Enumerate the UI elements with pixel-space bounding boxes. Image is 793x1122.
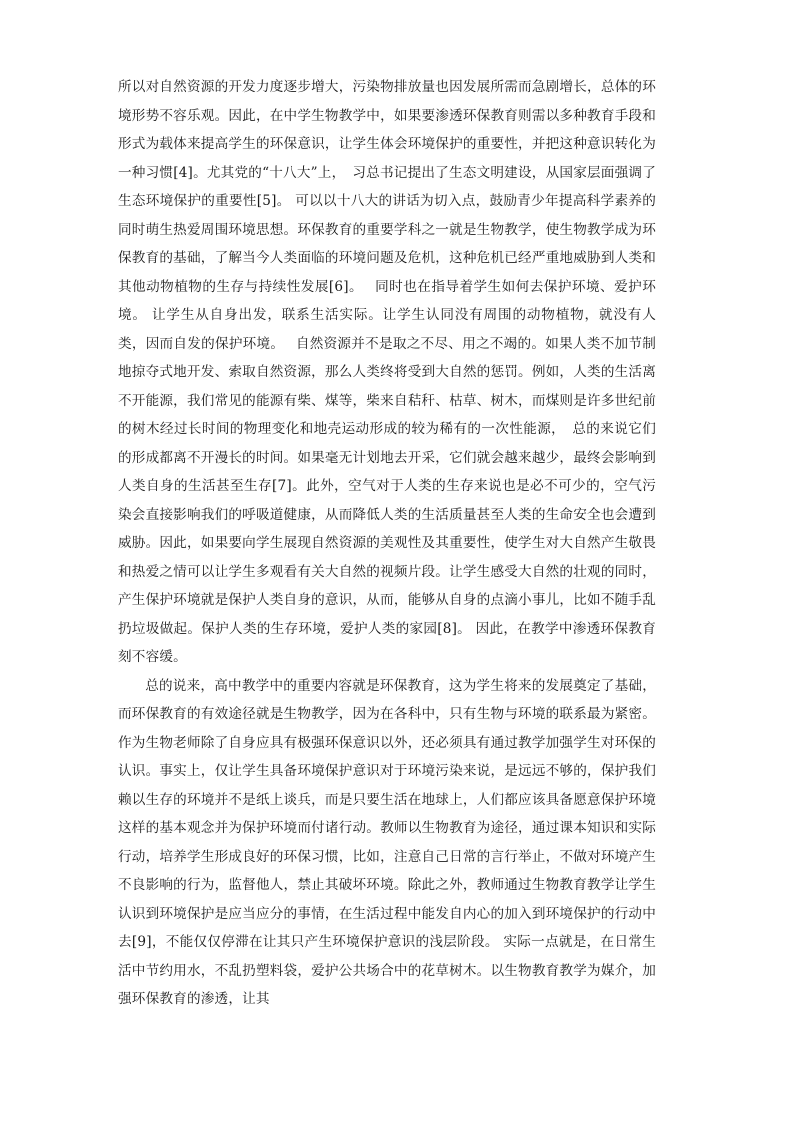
body-paragraph-2: 总的说来，高中教学中的重要内容就是环保教育，这为学生将来的发展奠定了基础，而环保教育的有效途径就是生物教学，因为在各科中，只有生物与环境的联系最为紧密。作为生物老师除了自身应具有极强环保意识以外，还必须具有通过教学加强学生对环保的认识。事实上，仅让学生具备环境保护意识对于环境污染来说，是远远不够的，保护我们赖以生存的环境并不是纸上谈兵，而是只要生活在地球上，人们都应该具备愿意保护环境这样的基本观念并为保护环境而付诸行动。教师以生物教育为途径，通过课本知识和实际行动，培养学生形成良好的环保习惯，比如，注意自己日常的言行举止，不做对环境产生不良影响的行为，监督他人，禁止其破坏环境。除此之外，教师通过生物教育教学让学生认识到环境保护是应当应分的事情，在生活过程中能发自内心的加入到环境保护的行动中去[9]，不能仅仅停滞在让其只产生环境保护意识的浅层阶段。 实际一点就是，在日常生活中节约用水，不乱扔塑料袋，爱护公共场合中的花草树木。以生物教育教学为媒介，加强环保教育的渗透，让其 — [118, 677, 656, 1007]
body-paragraph-1: 所以对自然资源的开发力度逐步增大，污染物排放量也因发展所需而急剧增长，总体的环境形势不容乐观。因此，在中学生物教学中，如果要渗透环保教育则需以多种教育手段和形式为载体来提高学生的环保意识，让学生体会环境保护的重要性，并把这种意识转化为一种习惯[4]。尤其党的“十八大”上， 习总书记提出了生态文明建设，从国家层面强调了生态环境保护的重要性[5]。 可以以十八大的讲话为切入点，鼓励青少年提高科学素养的同时萌生热爱周围环境思想。环保教育的重要学科之一就是生物教学，使生物教学成为环保教育的基础，了解当今人类面临的环境问题及危机，这种危机已经严重地威胁到人类和其他动物植物的生存与持续性发展[6]。 同时也在指导着学生如何去保护环境、爱护环境。 让学生从自身出发，联系生活实际。让学生认同没有周围的动物植物，就没有人类，因而自发的保护环境。 自然资源并不是取之不尽、用之不竭的。如果人类不加节制地掠夺式地开发、索取自然资源，那么人类终将受到大自然的惩罚。例如，人类的生活离不开能源，我们常见的能源有柴、煤等，柴来自秸秆、枯草、树木，而煤则是许多世纪前的树木经过长时间的物理变化和地壳运动形成的较为稀有的一次性能源， 总的来说它们的形成都离不开漫长的时间。如果毫无计划地去开采，它们就会越来越少，最终会影响到人类自身的生活甚至生存[7]。此外，空气对于人类的生存来说也是必不可少的，空气污染会直接影响我们的呼吸道健康，从而降低人类的生活质量甚至人类的生命安全也会遭到威胁。因此，如果要向学生展现自然资源的美观性及其重要性，使学生对大自然产生敬畏和热爱之情可以让学生多观看有关大自然的视频片段。让学生感受大自然的壮观的同时，产生保护环境就是保护人类自身的意识，从而，能够从自身的点滴小事儿，比如不随手乱扔垃圾做起。保护人类的生存环境，爱护人类的家园[8]。 因此，在教学中渗透环保教育刻不容缓。 — [118, 79, 656, 665]
document-body — [118, 73, 656, 1014]
